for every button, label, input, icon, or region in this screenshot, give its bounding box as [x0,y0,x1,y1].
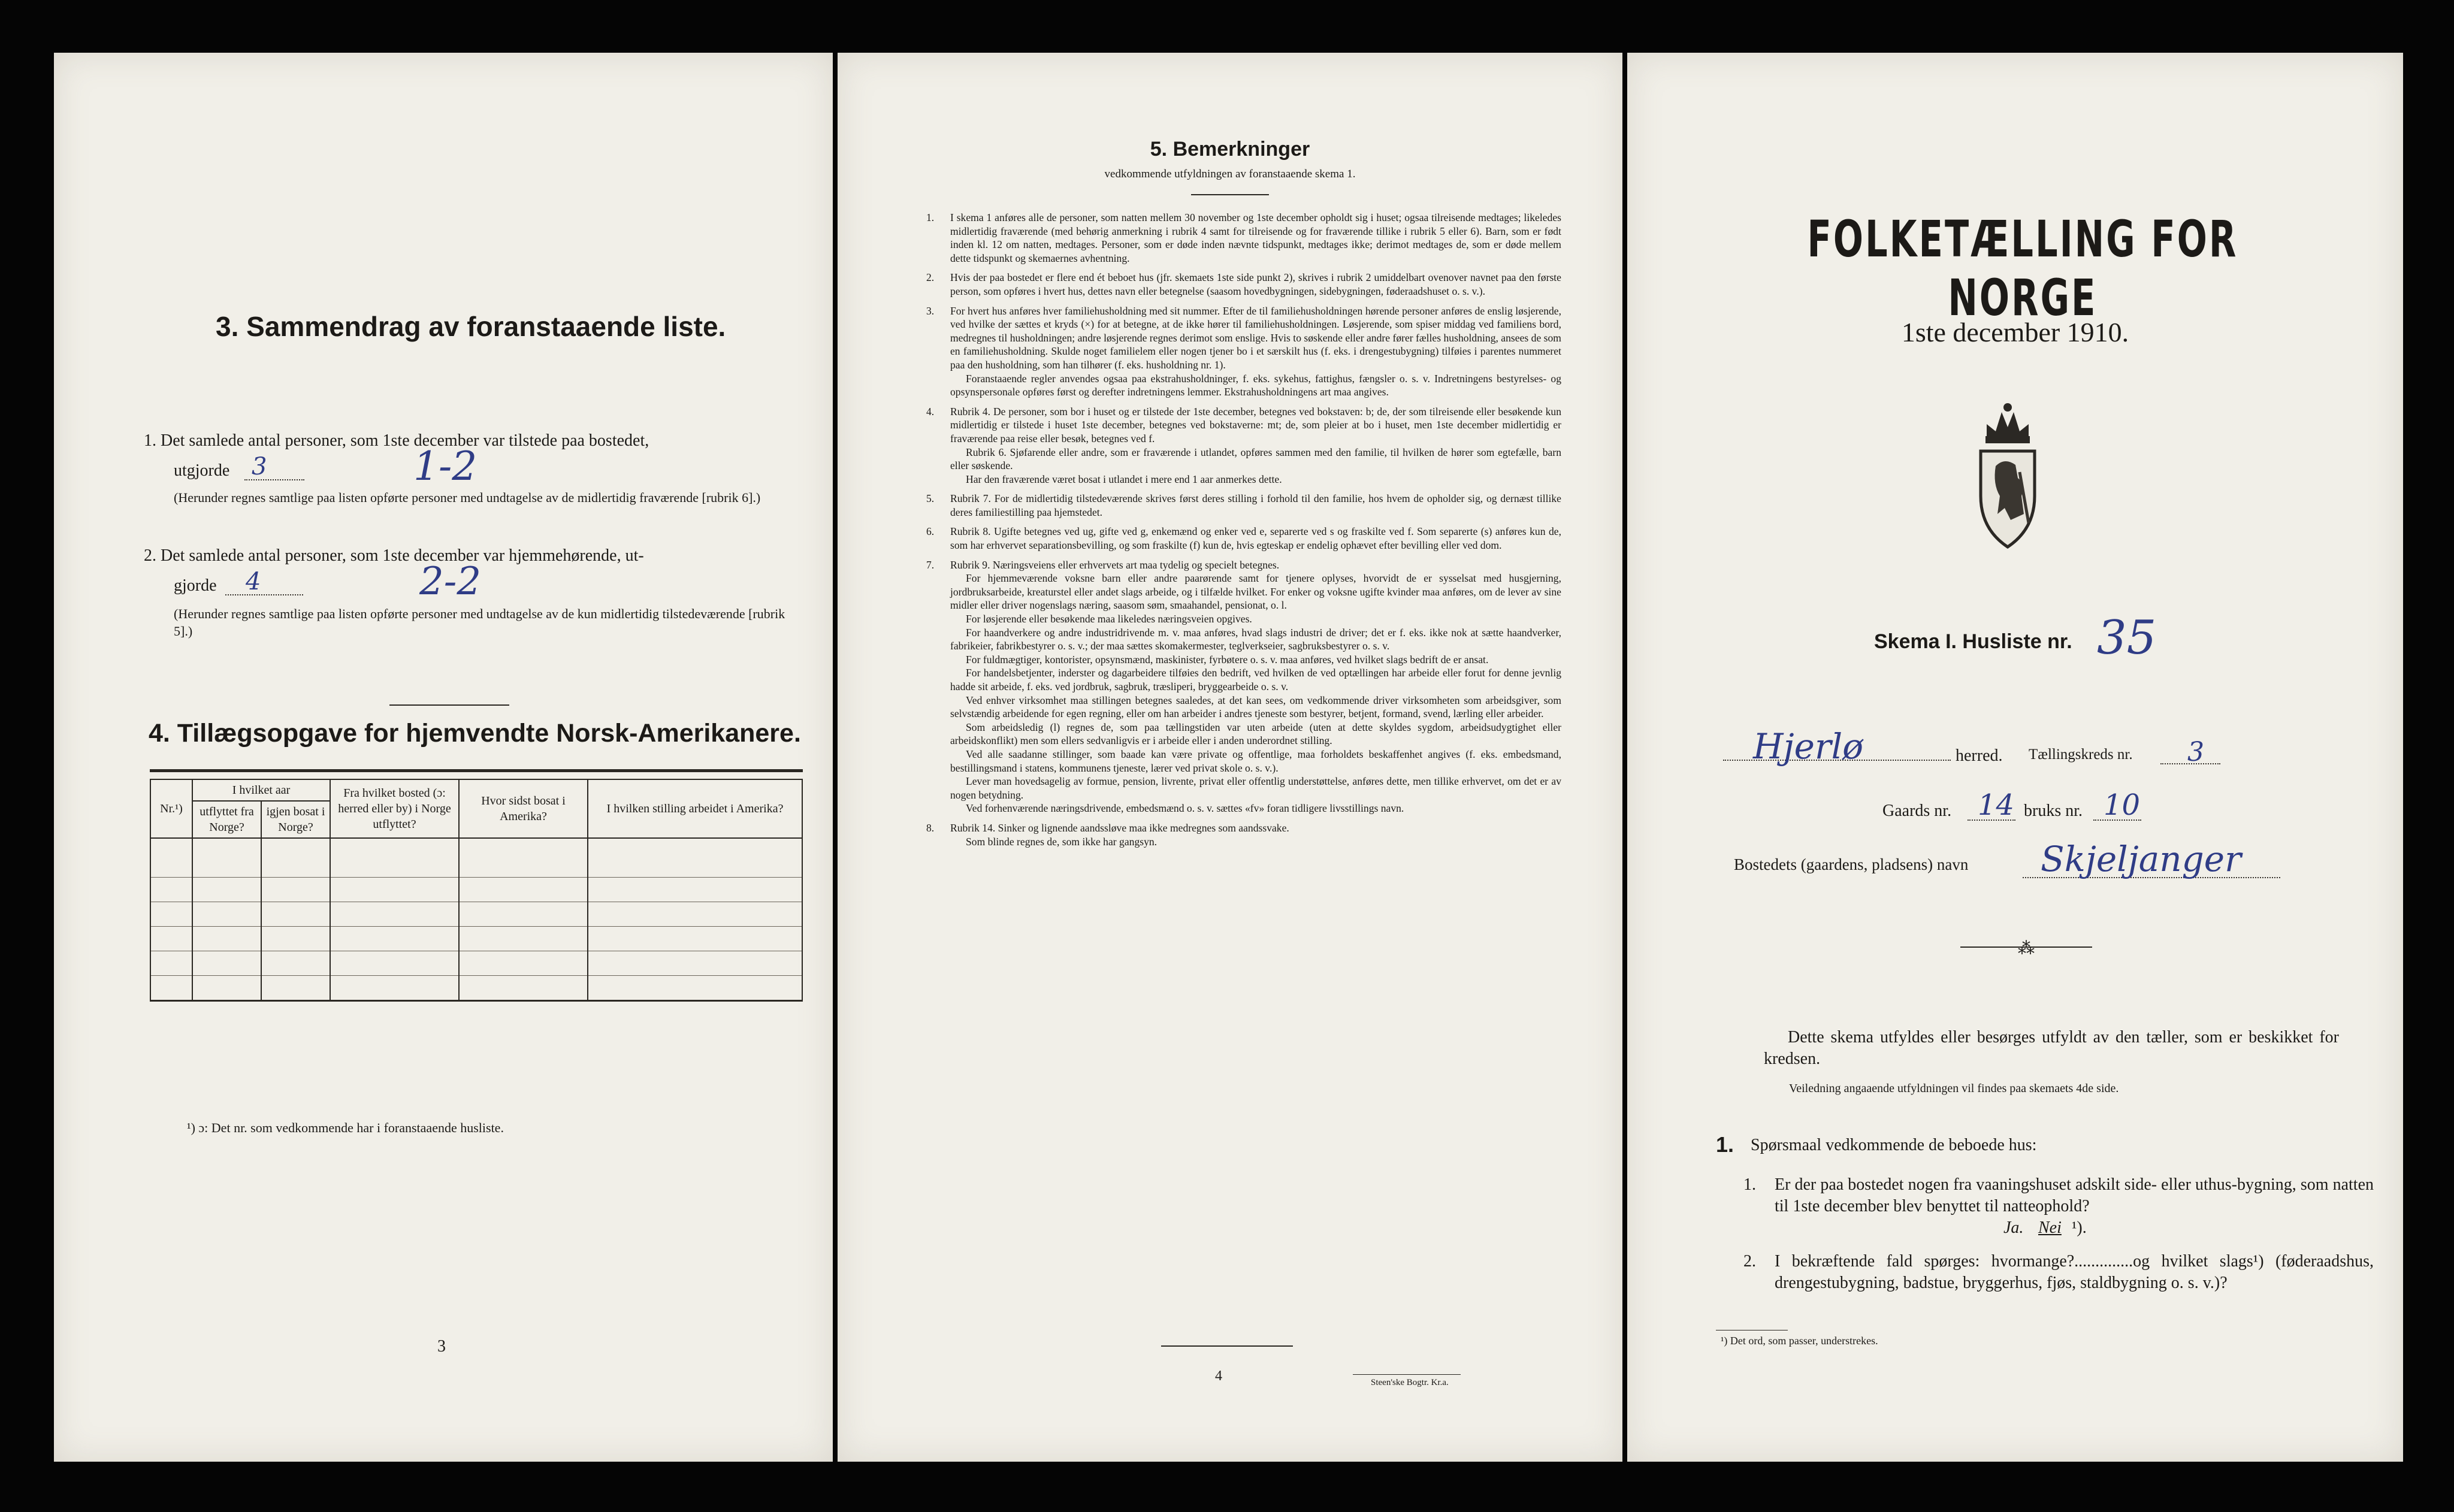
section4-heading: 4. Tillægsopgave for hjemvendte Norsk-Amerikanere. [149,719,801,748]
schema-label: Skema I. Husliste nr. [1874,630,2072,653]
remark-text: Lever man hovedsagelig av formue, pension, livrente, privat eller offentlig understøttelse, anføres dette, men tillike erhvervet, om det er av nogen betydning. [950,775,1561,801]
item2-printed-value: 4 [246,568,261,595]
remark-text: For handelsbetjenter, inderster og dagarbeidere tilføies den bedrift, ved hvilken de ved optællingen har arbeide eller forut for denne jevnlig hadde sit arbeide, f. eks. ved jordbruk, sagbruk, træsliperi, bryggearbeide o. s. v. [950,667,1561,693]
coat-of-arms-icon [1969,394,2047,556]
remark-text: Ved enhver virksomhet maa stillingen betegnes saaledes, at det kan sees, om vedkommende driver virksomheten som arbeidsgiver, som selvstændig arbeidende for egen regning, eller om han arbeider i andres tjeneste som bestyrer, betjent, formand, svend, lærling eller arbeider. [950,694,1561,720]
question-heading: Spørsmaal vedkommende de beboede hus: [1751,1136,2037,1154]
bottom-rule [1161,1345,1293,1347]
document-date: 1ste december 1910. [1901,317,2129,347]
section-divider [389,704,509,706]
col-from-where: Fra hvilket bosted (ɔ: herred eller by) i Norge utflyttet? [330,779,459,838]
item2-note: (Herunder regnes samtlige paa listen opførte personer med undtagelse av de kun midlertidig tilstedeværende [rubrik 5].) [174,606,785,639]
q1-answer-suffix: ¹). [2072,1218,2087,1237]
remark-text: Rubrik 9. Næringsveiens eller erhvervets art maa tydelig og specielt betegnes. [950,558,1280,571]
remark-num: 7. [926,558,935,571]
remark-text: Rubrik 14. Sinker og lignende aandssløve maa ikke medregnes som aandssvake. [950,821,1289,834]
remark-item [926,304,1561,399]
page-middle [838,53,1622,1462]
q1-answer-nei: Nei [2038,1218,2062,1237]
remark-item [926,271,1561,298]
item2-line: 2. Det samlede antal personer, som 1ste december var hjemmehørende, ut- [144,546,644,565]
q1-num: 1. [1743,1175,1756,1194]
remark-text: Foranstaaende regler anvendes ogsaa paa ekstrahusholdninger, f. eks. sykehus, fattighus, fængsler o. s. v. Indretningens bestyrelses- og opsynspersonale opføres først og derefter indretningens lemmer. Ekstrahusholdningens art maa angives. [950,372,1561,398]
remark-item [926,492,1561,519]
intro-note: Veiledning angaaende utfyldningen vil findes paa skemaets 4de side. [1789,1082,2119,1095]
item2-handwritten: 2-2 [419,560,482,604]
table-row [150,838,802,878]
section3-heading: 3. Sammendrag av foranstaaende liste. [216,311,726,342]
col-last-america: Hvor sidst bosat i Amerika? [459,779,588,838]
kreds-label: Tællingskreds nr. [2029,746,2133,763]
item1-line: 1. Det samlede antal personer, som 1ste december var tilstede paa bostedet, [144,431,649,450]
bosted-value: Skjeljanger [2041,839,2241,879]
remark-num: 2. [926,271,935,284]
page-left [54,53,833,1462]
remark-text: Hvis der paa bostedet er flere end ét beboet hus (jfr. skemaets 1ste side punkt 2), skrives i rubrik 2 umiddelbart ovenover navnet paa den første person, som opføres i hvert hus, dettes navn eller betegnelse (saasom hovedbygningen, sidebygningen, føderaadshuset o. s. v.). [950,271,1561,297]
right-footnote: ¹) Det ord, som passer, understrekes. [1721,1335,1878,1347]
bruks-value: 10 [2104,788,2141,822]
remark-text: For haandverkere og andre industridrivende m. v. maa anføres, hvad slags industri de driver; det er f. eks. ikke nok at sætte haandverker, fabrikeier, fabrikbestyrer o. s. v.; der maa sættes skomakermester, teglverkseier, sagbruksbestyrer o. s. v. [950,626,1561,652]
table-row [150,976,802,1001]
intro-text: Dette skema utfyldes eller besørges utfyldt av den tæller, som er beskikket for kredsen. [1764,1028,2339,1068]
col-nr: Nr.¹) [150,779,192,838]
returnee-table [150,779,803,1002]
remark-item [926,211,1561,265]
kreds-value: 3 [2187,737,2204,767]
remark-item [926,558,1561,815]
table-row [150,878,802,902]
middle-page-number: 4 [1215,1368,1222,1384]
remark-num: 3. [926,304,935,317]
remark-text: For hjemmeværende voksne barn eller andre paarørende samt for tjenere oplyses, hvorvidt de er sysselsat med husgjerning, jordbruksarbeide, kreaturstel eller andet slags arbeide, og i tilfælde hvilket. For enker og voksne ugifte kvinder maa anføres, om de lever av sine midler eller driver nogenslags næring, saasom søm, smaahandel, pensionat, o. l. [950,572,1561,612]
remark-num: 4. [926,405,935,418]
item2-gjorde-label: gjorde [174,576,217,595]
document-title: FOLKETÆLLING FOR NORGE [1807,210,2238,327]
item2-dotline [225,594,303,595]
remark-text: Rubrik 8. Ugifte betegnes ved ug, gifte ved g, enkemænd og enker ved e, separerte ved s og fraskilte ved f. Som separerte (s) anføres kun de, som har erhvervet separationsbevilling, og som fraskilte (f) kun de, hvis egteskap er endelig ophævet efter bevilling eller ved dom. [950,525,1561,552]
bruks-label: bruks nr. [2024,802,2083,820]
remark-text: Ved alle saadanne stillinger, som baade kan være private og offentlige, maa forholdets beskaffenhet angives (f. eks. embedsmand, bestillingsmand i statens, kommunens tjeneste, lærer ved privat skole o. s. v.). [950,748,1561,774]
remark-text: Ved forhenværende næringsdrivende, embedsmænd o. s. v. sættes «fv» foran tidligere livsstillings navn. [966,802,1404,815]
remark-item [926,525,1561,552]
col-work-america: I hvilken stilling arbeidet i Amerika? [588,779,802,838]
remark-text: Har den fraværende været bosat i utlandet i mere end 1 aar anmerkes dette. [966,473,1282,485]
remark-text: For fuldmægtiger, kontorister, opsynsmænd, maskinister, fyrbøtere o. s. v. maa anføres, ved hvilket slags bedrift de er ansat. [966,653,1489,666]
question-heading-num: 1. [1716,1132,1734,1157]
item1-utgjorde-label: utgjorde [174,461,230,480]
remark-num: 8. [926,821,935,834]
remark-item [926,405,1561,486]
remark-num: 1. [926,211,935,223]
remark-text: Som arbeidsledig (l) regnes de, som paa tællingstiden var uten arbeide (uten at dette skyldes sygdom, arbeidsudygtighet eller arbeidskonflikt) men som ellers sedvanligvis er i arbeide eller i anden underordnet stilling. [950,721,1561,747]
table-row [150,951,802,976]
item1-handwritten: 1-2 [413,443,477,489]
remarks-list [926,211,1561,854]
table-row [150,927,802,951]
herred-label: herred. [1956,746,2003,765]
col-returned: igjen bosat i Norge? [261,801,330,838]
remark-text: Rubrik 6. Sjøfarende eller andre, som er fraværende i utlandet, opføres sammen med den familie, til hvilken de hører som egtefælle, barn eller søskende. [950,446,1561,472]
herred-value: Hjerlø [1753,726,1864,767]
gaards-label: Gaards nr. [1882,802,1952,820]
remark-item [926,821,1561,848]
left-footnote: ¹) ɔ: Det nr. som vedkommende har i foranstaaende husliste. [187,1120,504,1135]
remark-text: Rubrik 4. De personer, som bor i huset og er tilstede der 1ste december, betegnes ved bokstaven: b; de, der som tilreisende eller besøkende kun midlertidig er tilstede i huset 1ste december, betegnes ved bokstaverne: mt; de, som pleier at bo i huset, men 1ste december midlertidig er fraværende paa reise eller besøk, betegnes ved f. [950,405,1561,444]
printer-rule [1353,1374,1461,1375]
col-group-year: I hvilket aar [192,779,330,801]
remarks-heading: 5. Bemerkninger [1150,138,1310,161]
q2-num: 2. [1743,1252,1756,1271]
remark-text: Rubrik 7. For de midlertidig tilstedeværende skrives først deres stilling i forhold til den familie, hos hvem de opholder sig, og dernæst tillike deres familiestilling paa hjemstedet. [950,492,1561,518]
heading-rule [1191,194,1269,195]
remarks-subheading: vedkommende utfyldningen av foranstaaende skema 1. [1104,168,1356,180]
ornament-icon: ⁂ [2018,939,2035,958]
q1-text: Er der paa bostedet nogen fra vaaningshuset adskilt side- eller uthus-bygning, som natten til 1ste december blev benyttet til natteophold? [1775,1175,2374,1215]
item1-printed-value: 3 [252,453,267,480]
remark-text: Som blinde regnes de, som ikke har gangsyn. [966,835,1158,848]
remark-num: 6. [926,525,935,538]
printer-imprint: Steen'ske Bogtr. Kr.a. [1371,1378,1449,1387]
remark-num: 5. [926,492,935,505]
col-emigrated: utflyttet fra Norge? [192,801,261,838]
table-top-rule [150,769,803,772]
remark-text: I skema 1 anføres alle de personer, som natten mellem 30 november og 1ste december opholdt sig i huset; ogsaa tilreisende medtages; likeledes midlertidig fraværende (med behørig anmerkning i rubrik 4 samt for tilreisende og for fraværende tillike i rubrik 5 eller 6). Barn, som er født inden kl. 12 om natten, medtages. Personer, som er døde inden nævnte tidspunkt, medtages ikke; derimot medtages de, som er døde mellem dette tidspunkt og skemaernes avhentning. [950,211,1561,264]
q1-answer-ja: Ja. [2003,1218,2024,1237]
husliste-number: 35 [2097,611,2157,665]
remark-text: For løsjerende eller besøkende maa likeledes næringsveien opgives. [966,613,1252,625]
table-row [150,902,802,927]
left-page-number: 3 [437,1337,446,1356]
bosted-label: Bostedets (gaardens, pladsens) navn [1734,855,1969,873]
remark-text: For hvert hus anføres hver familiehusholdning med sit nummer. Efter de til familiehusholdningen hørende personer anføres de enslig løsjerende, ved hvilke der sættes et kryds (×) for at betegne, at de ikke hører til familiehusholdningen. Løsjerende, som spiser middag ved familiens bord, medregnes til husholdningen; andre løsjerende regnes derimot som enslige. Hvis to søskende eller andre fører fælles husholdning, ansees de som en familiehusholdning. Skulde noget familielem eller nogen tjener bo i et særskilt hus (f. eks. i drengestubygning) tilføies i parentes nummeret paa den husholdning, som han tilhører (f. eks. husholdning nr. 1). [950,304,1561,371]
page-right [1627,53,2403,1462]
gaards-value: 14 [1978,788,2015,822]
item1-note: (Herunder regnes samtlige paa listen opførte personer med undtagelse av de midlertidig fraværende [rubrik 6].) [174,490,761,505]
q2-text: I bekræftende fald spørges: hvormange?..............og hvilket slags¹) (føderaadshus, drengestubygning, badstue, bryggerhus, fjøs, staldbygning o. s. v.)? [1775,1252,2374,1292]
